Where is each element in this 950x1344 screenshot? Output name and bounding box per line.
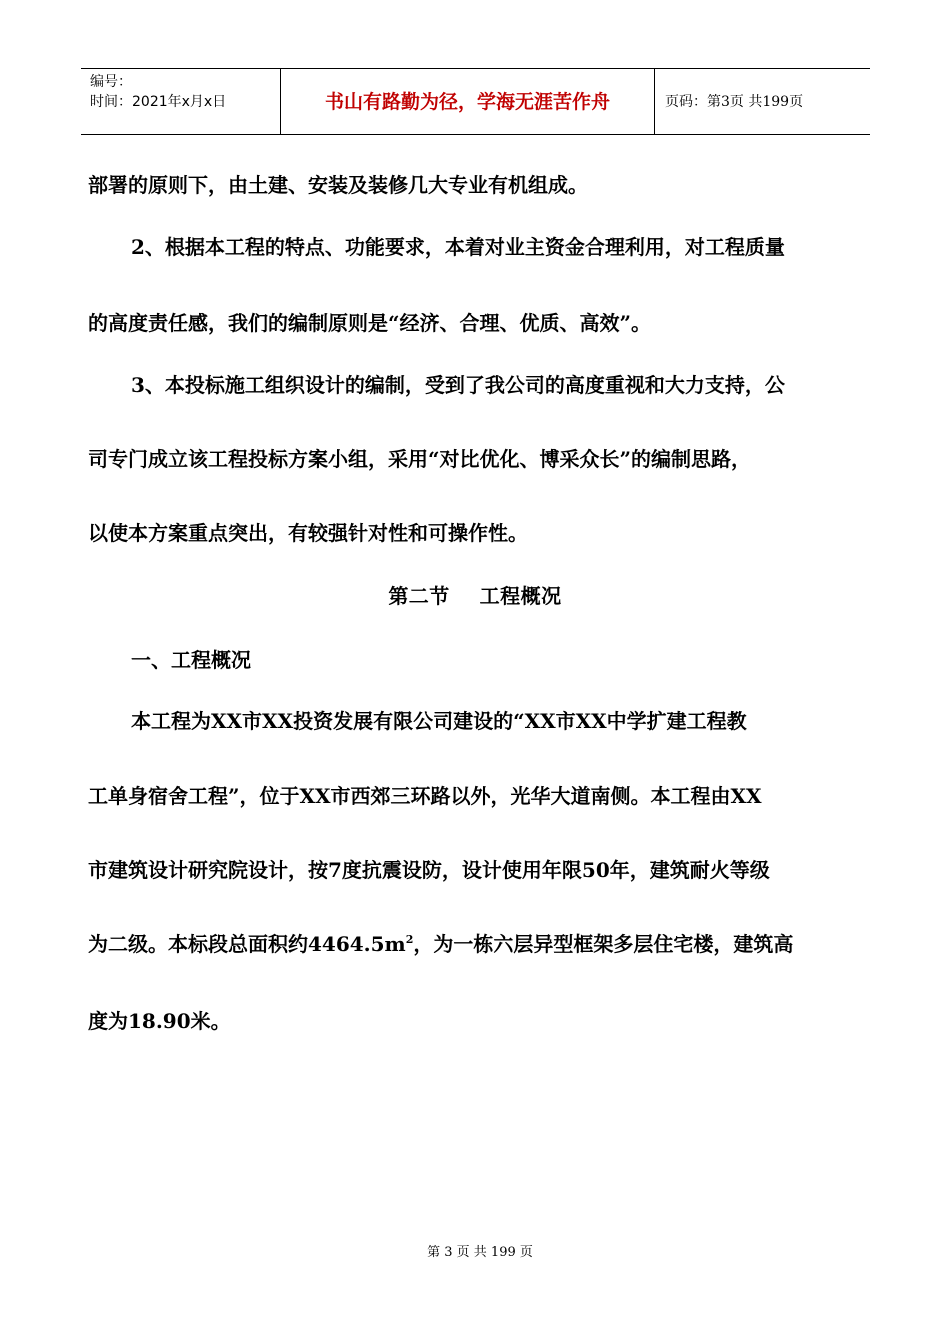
paragraph-line: 部署的原则下，由土建、安装及装修几大专业有机组成。 xyxy=(88,173,588,197)
document-number-label: 编号： xyxy=(90,74,132,90)
header-motto: 书山有路勤为径，学海无涯苦作舟 xyxy=(281,69,655,134)
paragraph-line: 的高度责任感，我们的编制原则是“经济、合理、优质、高效”。 xyxy=(88,311,652,335)
document-date: 时间：2021年x月x日 xyxy=(90,94,227,110)
paragraph-line: 3、本投标施工组织设计的编制，受到了我公司的高度重视和大力支持，公 xyxy=(131,373,785,397)
paragraph-line: 市建筑设计研究院设计，按7度抗震设防，设计使用年限50年，建筑耐火等级 xyxy=(88,858,770,882)
area-text: 为二级。本标段总面积约4464.5m xyxy=(88,932,406,956)
paragraph-line: 司专门成立该工程投标方案小组，采用“对比优化、博采众长”的编制思路， xyxy=(88,447,752,471)
paragraph-line: 本工程为XX市XX投资发展有限公司建设的“XX市XX中学扩建工程教 xyxy=(131,709,747,733)
paragraph-line: 工单身宿舍工程”，位于XX市西郊三环路以外，光华大道南侧。本工程由XX xyxy=(88,784,762,808)
paragraph-line xyxy=(88,931,878,957)
area-text-continued: ，为一栋六层异型框架多层住宅楼，建筑高 xyxy=(413,932,794,956)
section-title: 第二节 工程概况 xyxy=(388,584,562,608)
subsection-title: 一、工程概况 xyxy=(131,648,251,672)
area-unit-superscript: 2 xyxy=(405,933,414,946)
header-meta xyxy=(81,69,281,134)
page-footer: 第 3 页 共 199 页 xyxy=(427,1245,533,1260)
header-page-info: 页码：第3页 共199页 xyxy=(665,94,804,110)
paragraph-line: 2、根据本工程的特点、功能要求，本着对业主资金合理利用，对工程质量 xyxy=(131,235,785,259)
paragraph-line: 度为18.90米。 xyxy=(88,1009,231,1033)
document-header xyxy=(81,68,870,135)
paragraph-line: 以使本方案重点突出，有较强针对性和可操作性。 xyxy=(88,521,528,545)
